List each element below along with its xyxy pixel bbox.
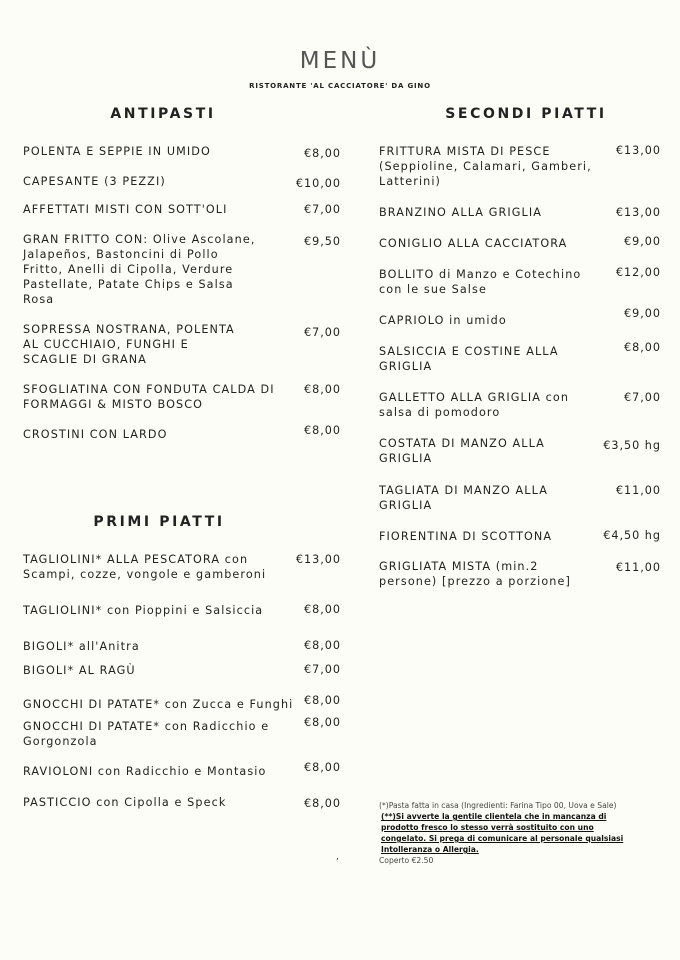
item-name: SFOGLIATINA CON FONDUTA CALDA DI FORMAGGI & MISTO BOSCO — [23, 383, 275, 411]
item-name: CAPRIOLO in umido — [379, 314, 507, 327]
item-name: TAGLIATA DI MANZO ALLA GRIGLIA — [379, 484, 548, 512]
note-cover-charge: Coperto €2.50 — [379, 856, 434, 865]
item-price: €10,00 — [295, 177, 341, 190]
item-price: €8,00 — [303, 639, 341, 652]
item-price: €8,00 — [303, 761, 341, 774]
primi-title: PRIMI PIATTI — [93, 514, 225, 530]
item-name: GRIGLIATA MISTA (min.2 persone) [prezzo a porzione] — [379, 560, 571, 588]
note-homemade-pasta: (*)Pasta fatta in casa (Ingredienti: Farina Tipo 00, Uova e Sale) — [379, 801, 617, 810]
item-price: €12,00 — [615, 266, 661, 279]
item-price: €9,50 — [303, 235, 341, 248]
item-name: BIGOLI* all'Anitra — [23, 640, 140, 653]
item-name: AFFETTATI MISTI CON SOTT'OLI — [23, 203, 228, 216]
item-name: GALLETTO ALLA GRIGLIA con salsa di pomodoro — [379, 391, 570, 419]
footnotes — [379, 800, 629, 866]
item-name: BOLLITO di Manzo e Cotechino con le sue Salse — [379, 268, 582, 296]
item-name: GNOCCHI DI PATATE* con Zucca e Funghi — [23, 698, 294, 711]
item-price: €3,50 hg — [603, 439, 661, 452]
item-price: €8,00 — [303, 716, 341, 729]
item-price: €8,00 — [303, 603, 341, 616]
item-name: FIORENTINA DI SCOTTONA — [379, 530, 553, 543]
stray-mark: , — [336, 852, 339, 862]
item-name: SALSICCIA E COSTINE ALLA GRIGLIA — [379, 345, 559, 373]
item-name: CAPESANTE (3 PEZZI) — [23, 175, 166, 188]
item-price: €8,00 — [303, 694, 341, 707]
item-name: BIGOLI* AL RAGÙ — [23, 664, 136, 677]
item-price: €11,00 — [615, 484, 661, 497]
item-name: CONIGLIO ALLA CACCIATORA — [379, 237, 568, 250]
menu-title: MENÙ — [299, 48, 381, 74]
item-name: COSTATA DI MANZO ALLA GRIGLIA — [379, 437, 545, 465]
item-price: €8,00 — [303, 147, 341, 160]
item-price: €13,00 — [615, 144, 661, 157]
item-name: FRITTURA MISTA DI PESCE (Seppioline, Calamari, Gamberi, Latterini) — [379, 145, 592, 188]
item-price: €7,00 — [303, 326, 341, 339]
item-name: TAGLIOLINI* ALLA PESCATORA con Scampi, cozze, vongole e gamberoni — [23, 553, 267, 581]
item-name: GRAN FRITTO CON: Olive Ascolane, Jalapeños, Bastoncini di Pollo Fritto, Anelli di Cipolla, Verdure Pastellate, Patate Chips e Salsa Rosa — [23, 233, 256, 306]
item-price: €8,00 — [303, 424, 341, 437]
item-price: €7,00 — [303, 663, 341, 676]
item-price: €13,00 — [295, 553, 341, 566]
item-price: €8,00 — [623, 341, 661, 354]
antipasti-title: ANTIPASTI — [110, 106, 216, 122]
item-name: PASTICCIO con Cipolla e Speck — [23, 796, 227, 809]
item-name: CROSTINI CON LARDO — [23, 428, 168, 441]
item-price: €4,50 hg — [603, 529, 661, 542]
item-name: RAVIOLONI con Radicchio e Montasio — [23, 765, 267, 778]
item-price: €7,00 — [623, 391, 661, 404]
item-price: €8,00 — [303, 797, 341, 810]
item-price: €8,00 — [303, 383, 341, 396]
item-price: €9,00 — [623, 235, 661, 248]
item-price: €7,00 — [303, 203, 341, 216]
item-name: BRANZINO ALLA GRIGLIA — [379, 206, 542, 219]
item-name: GNOCCHI DI PATATE* con Radicchio e Gorgonzola — [23, 720, 270, 748]
secondi-title: SECONDI PIATTI — [445, 106, 607, 122]
note-allergy-warning: (**)Si avverte la gentile clientela che in mancanza di prodotto fresco lo stesso verrà sostituito con uno congelato. Si prega di comunicare al personale qualsiasi Intolleranza o Allergia. — [381, 812, 624, 854]
item-price: €9,00 — [623, 307, 661, 320]
item-price: €13,00 — [615, 206, 661, 219]
item-price: €11,00 — [615, 561, 661, 574]
item-name: TAGLIOLINI* con Pioppini e Salsiccia — [23, 604, 264, 617]
item-name: SOPRESSA NOSTRANA, POLENTA AL CUCCHIAIO, FUNGHI E SCAGLIE DI GRANA — [23, 323, 235, 366]
item-name: POLENTA E SEPPIE IN UMIDO — [23, 145, 211, 158]
restaurant-name: RISTORANTE 'AL CACCIATORE' DA GINO — [249, 82, 431, 90]
